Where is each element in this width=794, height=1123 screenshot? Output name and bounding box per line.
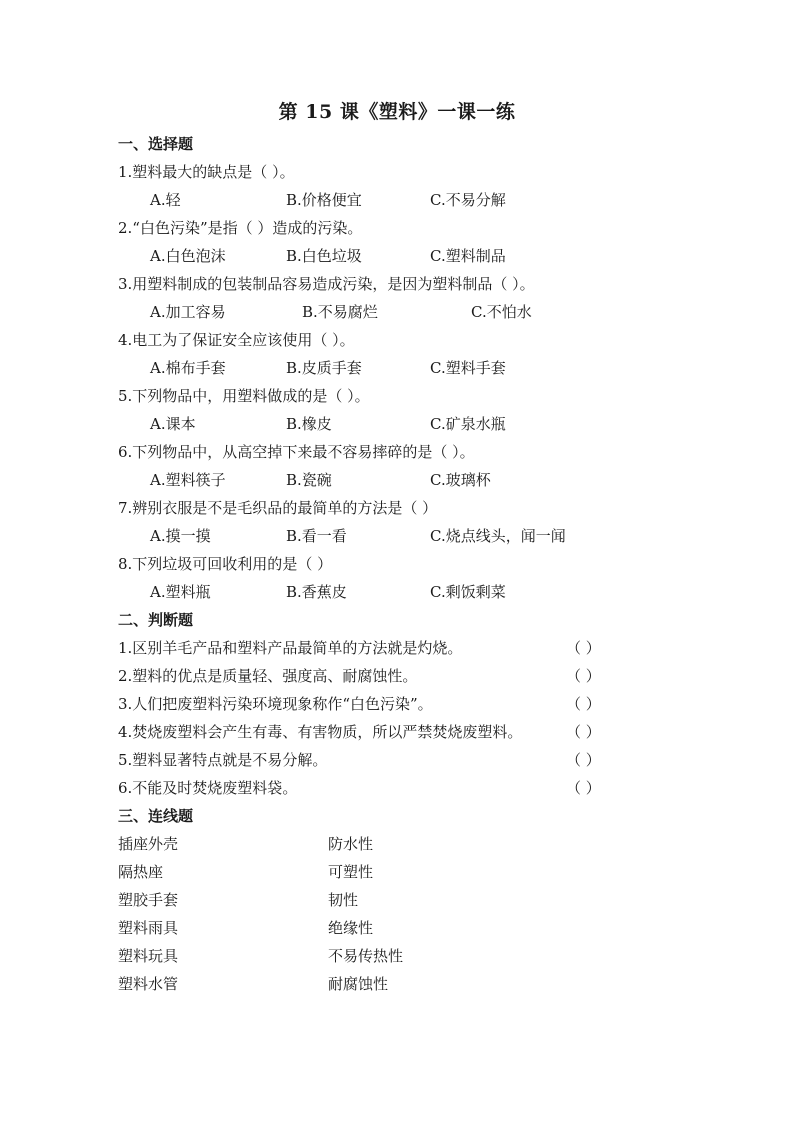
choice-7-option-a: A.摸一摸 (150, 527, 211, 545)
match-left-item-1: 插座外壳 (118, 835, 179, 853)
judge-statement-4: 4.焚烧废塑料会产生有毒、有害物质，所以严禁焚烧废塑料。 (118, 723, 523, 741)
choice-question-3: 3.用塑料制成的包装制品容易造成污染，是因为塑料制品（ ）。 (118, 275, 535, 293)
choice-4-option-c: C.塑料手套 (430, 359, 506, 377)
choice-3-option-b: B.不易腐烂 (302, 303, 378, 321)
page-title: 第 15 课《塑料》一课一练 (278, 101, 516, 123)
match-left-item-6: 塑料水管 (118, 975, 179, 993)
section-title-choice: 一、选择题 (118, 135, 194, 153)
choice-7-option-c: C.烧点线头，闻一闻 (430, 527, 566, 545)
match-left-item-2: 隔热座 (118, 863, 164, 881)
choice-6-option-b: B.瓷碗 (286, 471, 332, 489)
judge-statement-3: 3.人们把废塑料污染环境现象称作“白色污染”。 (118, 695, 433, 713)
judge-statement-2: 2.塑料的优点是质量轻、强度高、耐腐蚀性。 (118, 667, 418, 685)
choice-5-option-a: A.课本 (150, 415, 196, 433)
choice-1-option-a: A.轻 (150, 191, 181, 209)
match-right-item-4: 绝缘性 (328, 919, 374, 937)
section-title-judge: 二、判断题 (118, 611, 194, 629)
choice-3-option-c: C.不怕水 (471, 303, 532, 321)
choice-3-option-a: A.加工容易 (150, 303, 226, 321)
choice-question-2: 2.“白色污染”是指（ ）造成的污染。 (118, 219, 363, 237)
judge-answer-blank-5: （ ） (566, 751, 601, 769)
choice-7-option-b: B.看一看 (286, 527, 347, 545)
match-left-item-3: 塑胶手套 (118, 891, 179, 909)
choice-question-7: 7.辨别衣服是不是毛织品的最简单的方法是（ ） (118, 499, 438, 517)
judge-answer-blank-4: （ ） (566, 723, 601, 741)
section-title-match: 三、连线题 (118, 807, 194, 825)
choice-question-4: 4.电工为了保证安全应该使用（ ）。 (118, 331, 355, 349)
choice-question-6: 6.下列物品中，从高空掉下来最不容易摔碎的是（ ）。 (118, 443, 475, 461)
judge-answer-blank-1: （ ） (566, 639, 601, 657)
match-right-item-3: 韧性 (328, 891, 359, 909)
choice-1-option-b: B.价格便宜 (286, 191, 362, 209)
choice-4-option-a: A.棉布手套 (150, 359, 226, 377)
choice-8-option-c: C.剩饭剩菜 (430, 583, 506, 601)
choice-4-option-b: B.皮质手套 (286, 359, 362, 377)
match-right-item-2: 可塑性 (328, 863, 374, 881)
match-right-item-1: 防水性 (328, 835, 374, 853)
choice-question-8: 8.下列垃圾可回收利用的是（ ） (118, 555, 333, 573)
match-left-item-5: 塑料玩具 (118, 947, 179, 965)
choice-8-option-b: B.香蕉皮 (286, 583, 347, 601)
judge-statement-1: 1.区别羊毛产品和塑料产品最简单的方法就是灼烧。 (118, 639, 463, 657)
judge-answer-blank-2: （ ） (566, 667, 601, 685)
choice-5-option-c: C.矿泉水瓶 (430, 415, 506, 433)
choice-2-option-b: B.白色垃圾 (286, 247, 362, 265)
judge-statement-5: 5.塑料显著特点就是不易分解。 (118, 751, 328, 769)
choice-8-option-a: A.塑料瓶 (150, 583, 211, 601)
choice-question-1: 1.塑料最大的缺点是（ ）。 (118, 163, 295, 181)
judge-answer-blank-6: （ ） (566, 779, 601, 797)
choice-question-5: 5.下列物品中，用塑料做成的是（ ）。 (118, 387, 370, 405)
choice-6-option-a: A.塑料筷子 (150, 471, 226, 489)
match-left-item-4: 塑料雨具 (118, 919, 179, 937)
judge-answer-blank-3: （ ） (566, 695, 601, 713)
choice-2-option-a: A.白色泡沫 (150, 247, 226, 265)
match-right-item-5: 不易传热性 (328, 947, 404, 965)
match-right-item-6: 耐腐蚀性 (328, 975, 389, 993)
choice-2-option-c: C.塑料制品 (430, 247, 506, 265)
judge-statement-6: 6.不能及时焚烧废塑料袋。 (118, 779, 298, 797)
choice-1-option-c: C.不易分解 (430, 191, 506, 209)
choice-6-option-c: C.玻璃杯 (430, 471, 491, 489)
choice-5-option-b: B.橡皮 (286, 415, 332, 433)
